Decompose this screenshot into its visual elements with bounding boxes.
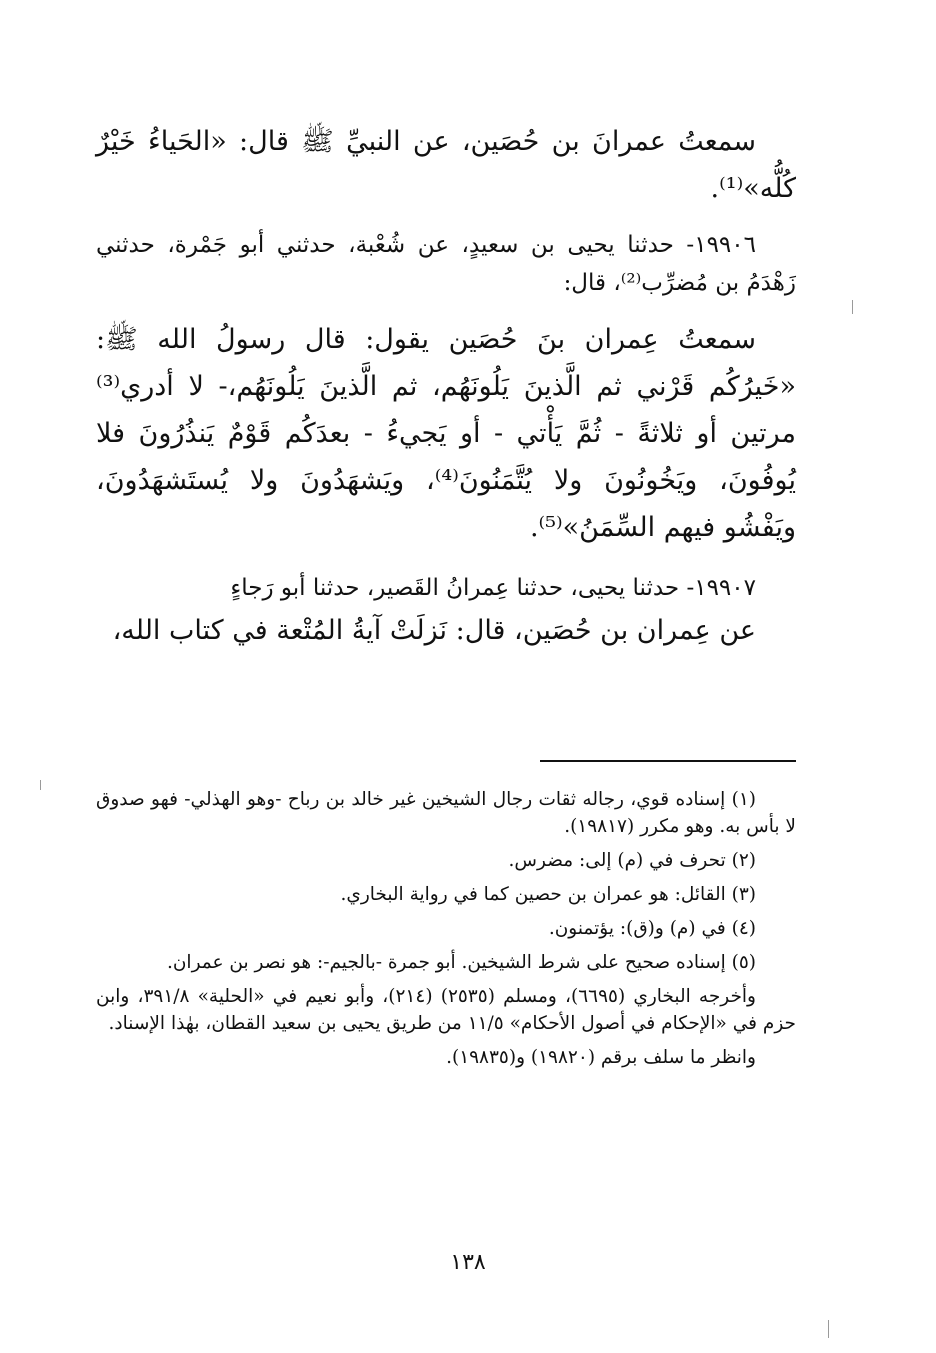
footnote-5: (٥) إسناده صحيح على شرط الشيخين. أبو جمرة -بالجيم-: هو نصر بن عمران. [166,952,756,973]
footnote-1: (١) إسناده قوي، رجاله ثقات رجال الشيخين غير خالد بن رباح -وهو الهذلي- فهو صدوق لا بأس به. وهو مكرر (١٩٨١٧). [96,789,796,837]
page-number: ١٣٨ [450,1250,486,1275]
hadith-header-19907: ١٩٩٠٧- حدثنا يحيى، حدثنا عِمرانُ القَصير، حدثنا أبو رَجاءٍ [230,575,756,601]
footnote-5-continued: وأخرجه البخاري (٦٦٩٥)، ومسلم (٢٥٣٥) (٢١٤)، وأبو نعيم في «الحلية» ٣٩١/٨، وابن حزم في «الإحكام في أصول الأحكام» ١١/٥ من طريق يحيى بن سعيد القطان، بهٰذا الإسناد. [96,986,796,1034]
scan-speck [828,1320,829,1338]
paragraph-hadith-3: عن عِمران بن حُصَين، قال: نَزلَتْ آيةُ المُتْعة في كتاب الله، [112,615,756,646]
main-text [96,118,796,654]
hadith-header-19906: ١٩٩٠٦- حدثنا يحيى بن سعيدٍ، عن شُعْبة، حدثني أبو جَمْرة، حدثني زَهْدَمُ بن مُضرِّب⁽²⁾، قال: [96,232,796,296]
scan-speck [852,300,853,314]
paragraph-hadith-2: سمعتُ عِمران بنَ حُصَين يقول: قال رسولُ الله ﷺ: «خَيرُكُم قَرْني ثم الَّذينَ يَلُونَهُم، ثم الَّذينَ يَلُونَهُم،- لا أدري⁽³⁾ مرتين أو ثلاثةً - ثُمَّ يَأْتي - أو يَجيءُ - بعدَكُم قَوْمٌ يَنذُرُونَ فلا يُوفُونَ، ويَخُونُونَ ولا يُتَّمَنُونَ⁽⁴⁾، ويَشهَدُونَ ولا يُستَشهَدُونَ، ويَفْشُو فيهم السِّمَنُ»⁽⁵⁾. [96,324,796,543]
footnote-3: (٣) القائل: هو عمران بن حصين كما في رواية البخاري. [340,884,756,905]
footnote-separator [540,760,796,762]
footnote-4: (٤) في (م) و(ق): يؤتمنون. [548,918,756,939]
footnotes [96,786,796,1078]
paragraph-hadith-1: سمعتُ عمرانَ بن حُصَين، عن النبيِّ ﷺ قال: «الحَياءُ خَيْرٌ كُلُّه»⁽¹⁾. [96,126,796,204]
footnote-2: (٢) تحرف في (م) إلى: مضرس. [508,850,756,871]
footnote-5-see-also: وانظر ما سلف برقم (١٩٨٢٠) و(١٩٨٣٥). [446,1047,756,1068]
scan-speck [40,780,41,790]
